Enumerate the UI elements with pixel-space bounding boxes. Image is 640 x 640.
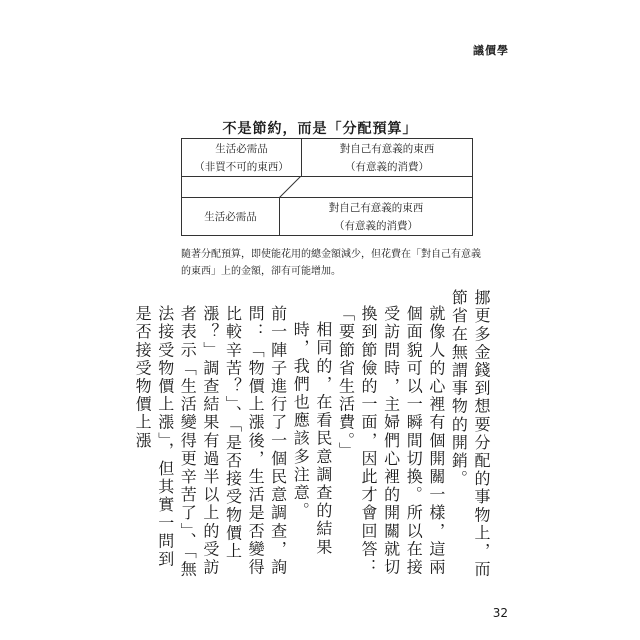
budget-diagram	[181, 138, 473, 236]
figure-title: 不是節約，而是「分配預算」	[222, 121, 418, 137]
running-header: 議價學	[473, 44, 509, 57]
paragraph-3: 相同的，在看民意調查的結果時，我們也應該多注意。	[291, 321, 333, 557]
box-bottom-necessities	[181, 197, 280, 236]
box-top-meaningful	[301, 138, 473, 177]
page-number: 32	[492, 606, 508, 620]
bottom-meaningful-label: 對自己有意義的東西	[328, 201, 424, 214]
top-necessities-label: 生活必需品	[215, 142, 268, 155]
figure-caption: 隨著分配預算，即使能花用的總金額減少，但花費在「對自己有意義的東西」上的金額，卻有可能增加。	[181, 249, 481, 277]
box-top-necessities	[181, 138, 302, 177]
top-meaningful-label: 對自己有意義的東西	[339, 142, 435, 155]
paragraph-4: 前一陣子進行了一個民意調查，詢問：「物價上漲後，生活是否變得比較辛苦？」、「是否接受物價上漲？」調查結果有過半以上的受訪者表示「生活變得更辛苦了」、「無法接受物價上漲」，但其實一問到是否接受物價上漲	[133, 305, 288, 579]
bottom-necessities-label: 生活必需品	[204, 210, 257, 223]
paragraph-1: 挪更多金錢到想要分配的事物上，而節省在無謂事物的開銷。	[449, 289, 491, 579]
vertical-body-text	[131, 289, 493, 581]
top-meaningful-sub: （有意義的消費）	[345, 160, 429, 173]
paragraph-2: 就像人的心裡有個開關一樣，這兩個面貌可以一瞬間切換。所以在接受訪問時，主婦們心裡的開關就切換到節儉的一面，因此才會回答：「要節省生活費。」	[336, 305, 446, 577]
bottom-meaningful-sub: （有意義的消費）	[334, 219, 418, 232]
top-necessities-sub: （非買不可的東西）	[194, 160, 289, 173]
box-bottom-meaningful	[279, 197, 473, 236]
